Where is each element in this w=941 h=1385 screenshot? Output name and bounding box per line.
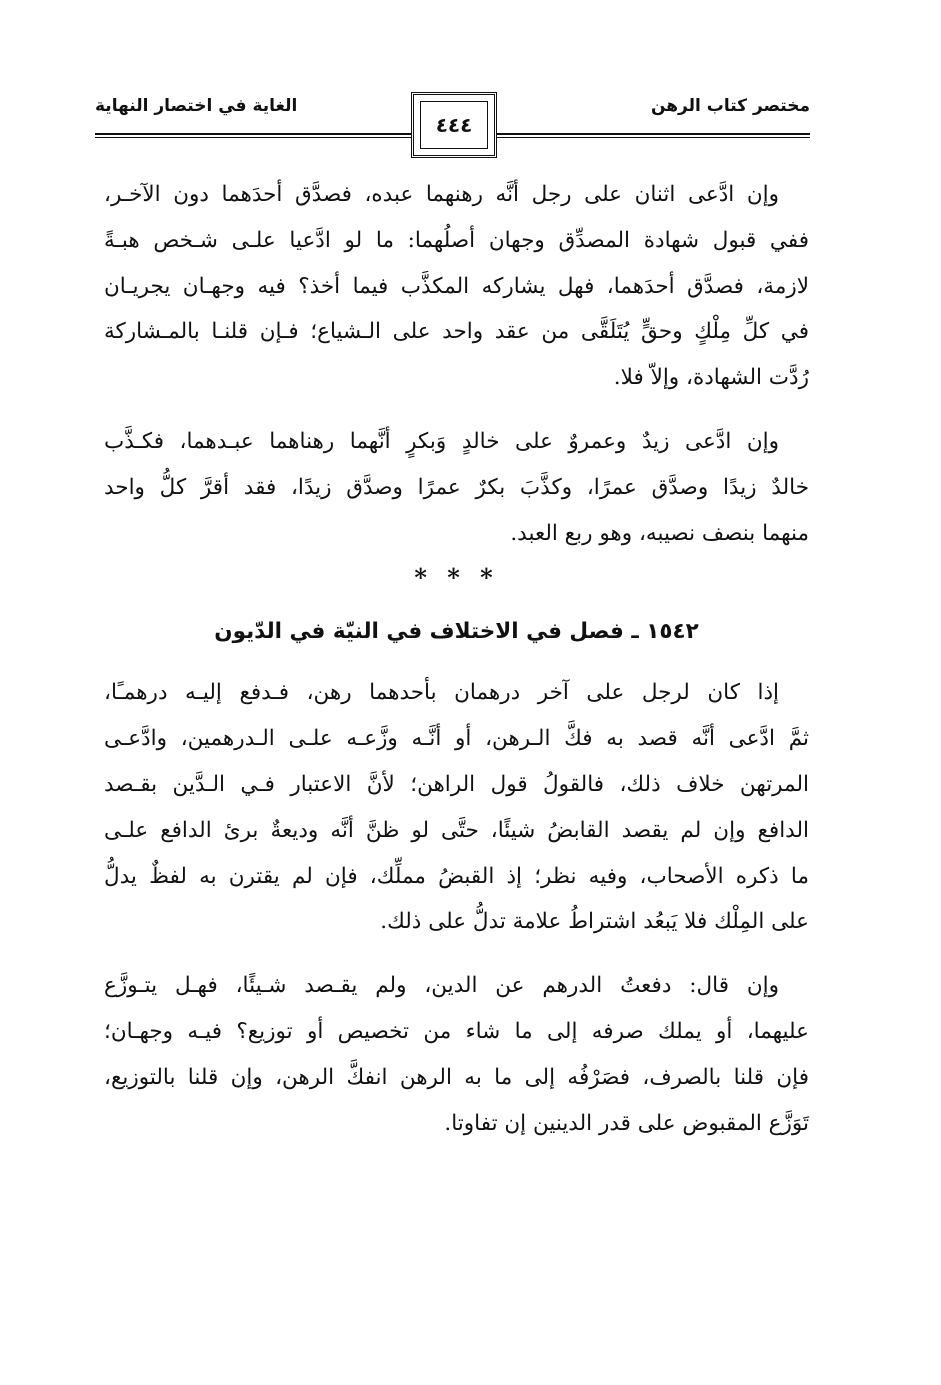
- page-number: ٤٤٤: [435, 113, 473, 137]
- text-line: وإن ادَّعى زيدٌ وعمروٌ على خالدٍ وَبكرٍ أنَّهما رهناهما عبـدهما، فكـذَّب: [104, 428, 779, 454]
- text-line: على المِلْك فلا يَبعُد اشتراطُ علامة تدلُّ على ذلك.: [380, 909, 809, 935]
- text-line: لازمة، فصدَّق أحدَهما، فهل يشاركه المكذَّب فيما أخذ؟ فيه وجهـان يجريـان: [104, 273, 809, 299]
- page-body: [104, 172, 809, 1146]
- text-line: الدافع وإن لم يقصد القابضُ شيئًا، حتَّى لو ظنَّ أنَّه وديعةٌ برئ الدافع علـى: [104, 817, 809, 843]
- page-number-frame: [411, 92, 497, 158]
- text-line: ففي قبول شهادة المصدِّق وجهان أصلُهما: ما لو ادَّعيا علـى شـخص هبـةً: [104, 227, 809, 253]
- page-header: [95, 92, 810, 162]
- text-line: في كلِّ مِلْكٍ وحقٍّ يُتَلَقَّى من عقد واحد على الـشياع؛ فـإن قلنـا بالمـشاركة: [104, 319, 809, 345]
- text-line: خالدٌ زيدًا وصدَّق عمرًا، وكذَّبَ بكرٌ عمرًا وصدَّق زيدًا، فقد أقرَّ كلُّ واحد: [104, 474, 809, 500]
- paragraph: [104, 670, 809, 945]
- paragraph: [104, 963, 809, 1146]
- text-line: ثمَّ ادَّعى أنَّه قصد به فكَّ الـرهن، أو أنَّـه وزَّعـه علـى الـدرهمين، وادَّعـى: [104, 726, 809, 752]
- paragraph: [104, 172, 809, 401]
- text-line: ما ذكره الأصحاب، وفيه نظر؛ إذ القبضُ مملِّك، فإن لم يقترن به لفظٌ يدلُّ: [104, 863, 809, 889]
- running-title-left: الغاية في اختصار النهاية: [95, 96, 298, 116]
- text-line: وإن قال: دفعتُ الدرهم عن الدين، ولم يقـصد شـيئًا، فهـل يتـوزَّع: [104, 973, 779, 999]
- text-line: تَوَزَّع المقبوض على قدر الدينين إن تفاوتا.: [444, 1110, 809, 1136]
- text-line: إذا كان لرجل على آخر درهمان بأحدهما رهن، فـدفع إليـه درهمـًا،: [104, 680, 779, 706]
- section-title: ١٥٤٢ ـ فصل في الاختلاف في النيّة في الدّيون: [214, 619, 699, 645]
- text-line: وإن ادَّعى اثنان على رجل أنَّه رهنهما عبده، فصدَّق أحدَهما دون الآخـر،: [104, 182, 779, 207]
- running-title-right: مختصر كتاب الرهن: [650, 96, 810, 116]
- text-line: المرتهن خلاف ذلك، فالقولُ قول الراهن؛ لأنَّ الاعتبار فـي الـدَّين بقـصد: [104, 771, 809, 797]
- paragraph: [104, 419, 809, 556]
- text-line: فإن قلنا بالصرف، فصَرْفُه إلى ما به الرهن انفكَّ الرهن، وإن قلنا بالتوزيع،: [104, 1064, 809, 1090]
- text-line: منهما بنصف نصيبه، وهو ربع العبد.: [510, 520, 809, 546]
- page-number-frame-inner: [420, 101, 488, 149]
- section-separator: * * *: [414, 563, 499, 593]
- text-line: رُدَّت الشهادة، وإلاّ فلا.: [613, 365, 809, 391]
- text-line: عليهما، أو يملك صرفه إلى ما شاء من تخصيص أو توزيع؟ فيـه وجهـان؛: [104, 1018, 809, 1044]
